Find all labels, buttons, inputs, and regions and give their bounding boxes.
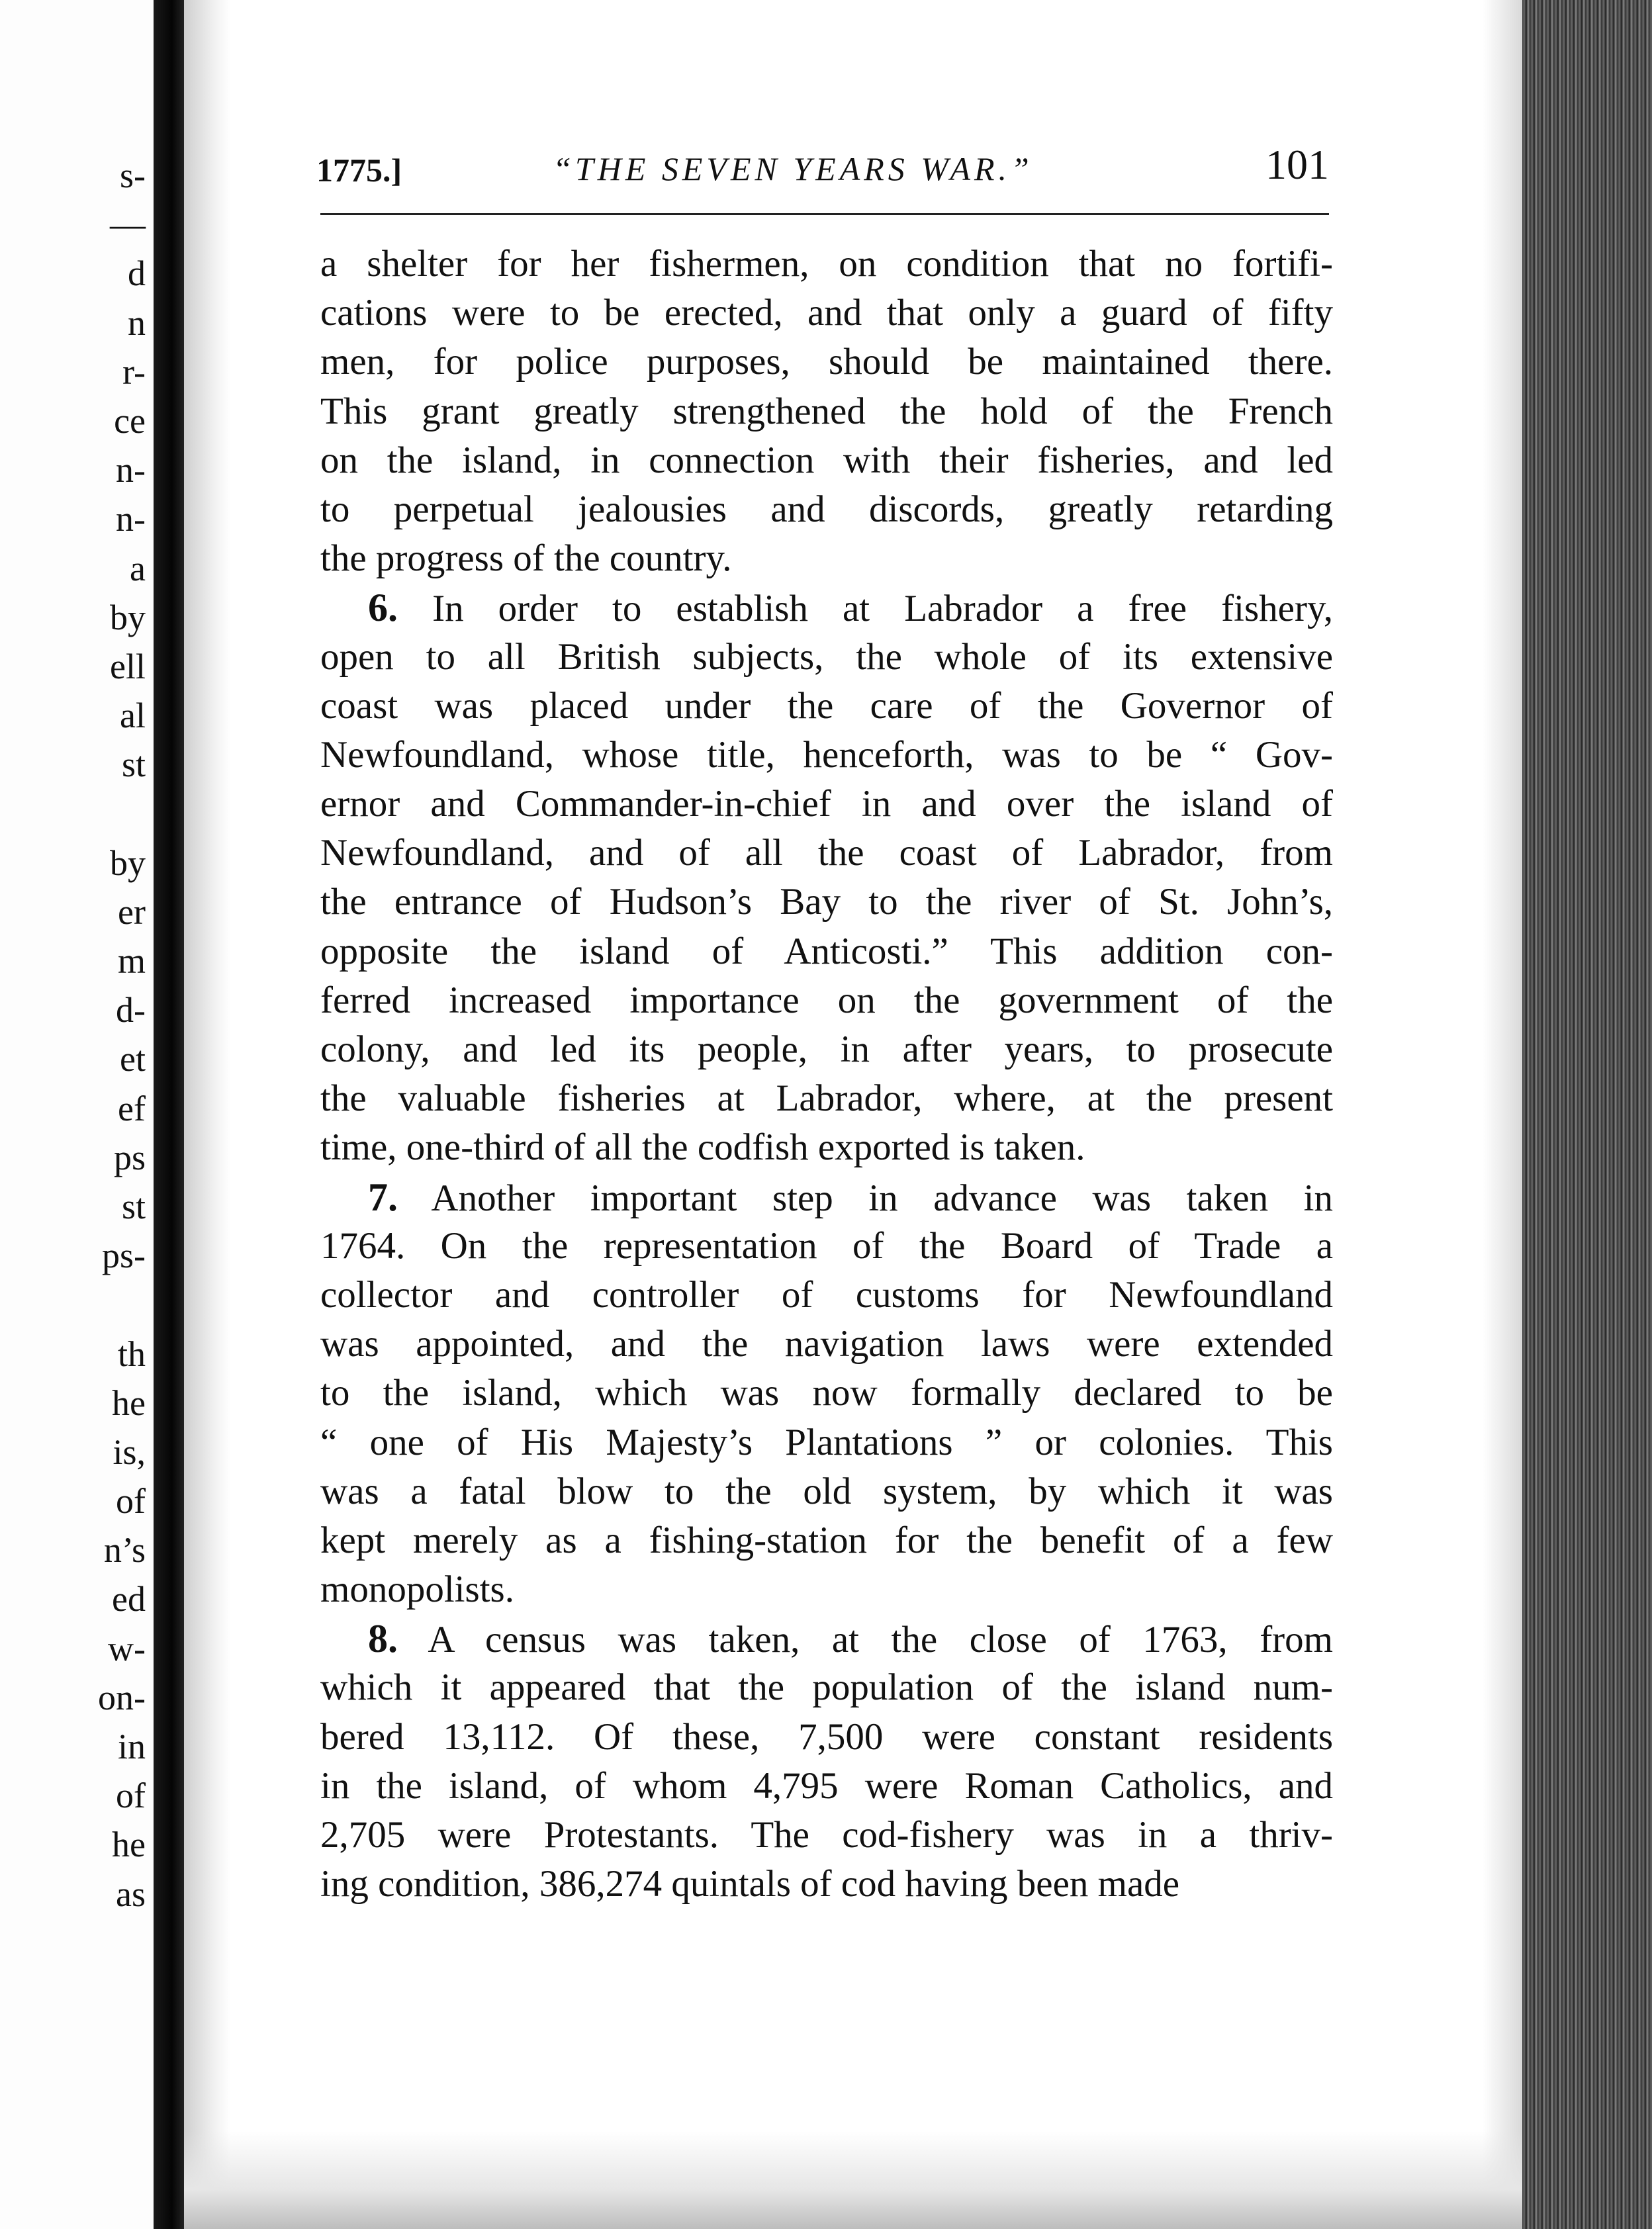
line-text: collector and controller of customs for Newfoundland	[320, 1273, 1333, 1316]
page-edge-shadow	[1483, 0, 1522, 2229]
text-line	[320, 927, 1333, 976]
facing-page-fragment: on-	[98, 1677, 146, 1717]
text-line	[320, 1762, 1333, 1811]
text-line	[320, 1516, 1333, 1565]
text-line	[320, 878, 1333, 927]
facing-page-fragment: he	[112, 1825, 146, 1865]
facing-page-fragment: of	[116, 1481, 146, 1522]
line-text: cations were to be erected, and that only a guard of fifty	[320, 292, 1333, 334]
line-text: colony, and led its people, in after years, to prosecute	[320, 1028, 1333, 1070]
facing-page-fragment: al	[120, 696, 146, 736]
facing-page-fragment: by	[110, 842, 146, 883]
line-text: coast was placed under the care of the Governor of	[320, 684, 1333, 727]
text-line	[320, 387, 1333, 436]
facing-page-fragment: ce	[114, 400, 146, 441]
facing-page-fragment: a	[130, 548, 146, 588]
paragraph-number: 8.	[368, 1617, 398, 1661]
text-line	[320, 240, 1333, 289]
facing-page-fragment: n-	[116, 499, 146, 539]
book-block-edge	[1522, 0, 1652, 2229]
paragraph	[320, 240, 1333, 583]
text-line	[320, 1860, 1333, 1909]
text-line	[320, 583, 1333, 632]
header-rule	[320, 213, 1329, 215]
facing-page-fragment: et	[120, 1039, 146, 1079]
line-text: monopolists.	[320, 1569, 514, 1611]
facing-page-fragment: is,	[113, 1432, 146, 1472]
line-text: 1764. On the representation of the Board of Trade a	[320, 1224, 1333, 1267]
text-line	[320, 976, 1333, 1025]
text-line	[320, 1418, 1333, 1467]
facing-page-fragment: ell	[110, 646, 146, 686]
text-line	[320, 1663, 1333, 1712]
paragraph	[320, 583, 1333, 1172]
line-text: a shelter for her fishermen, on condition that no fortifi-	[320, 243, 1333, 285]
text-line	[320, 731, 1333, 780]
line-text: 2,705 were Protestants. The cod-fishery was in a thriv-	[320, 1814, 1333, 1856]
line-text: opposite the island of Anticosti.” This addition con-	[320, 930, 1333, 972]
facing-page-fragment	[13, 789, 146, 838]
line-text: Newfoundland, and of all the coast of Labrador, from	[320, 832, 1333, 874]
facing-page-fragment: d	[128, 253, 146, 294]
page-number: 101	[1265, 141, 1329, 188]
paragraph-number: 7.	[368, 1175, 398, 1219]
facing-page-fragment: as	[116, 1874, 146, 1914]
facing-page-fragment: n-	[116, 450, 146, 490]
line-text: in the island, of whom 4,795 were Roman Catholics, and	[320, 1764, 1333, 1807]
paragraph	[320, 1614, 1333, 1909]
facing-page-fragment: r-	[122, 351, 146, 392]
text-line	[320, 1565, 1333, 1614]
text-line	[320, 1074, 1333, 1123]
text-line	[320, 1025, 1333, 1074]
text-line	[320, 1173, 1333, 1222]
bottom-page-shadow	[184, 2131, 1522, 2229]
line-text: open to all British subjects, the whole of its extensive	[320, 635, 1333, 678]
line-text: A census was taken, at the close of 1763, from	[428, 1619, 1334, 1661]
facing-page-fragment: of	[116, 1776, 146, 1816]
facing-page-left	[0, 0, 154, 2229]
line-text: “ one of His Majesty’s Plantations ” or colonies. This	[320, 1421, 1333, 1463]
text-line	[320, 682, 1333, 731]
facing-page-fragment: he	[112, 1383, 146, 1423]
line-text: the entrance of Hudson’s Bay to the river of St. John’s,	[320, 881, 1333, 923]
paragraph	[320, 1173, 1333, 1615]
facing-page-fragment: s-	[120, 156, 146, 195]
running-head-title: “THE SEVEN YEARS WAR.”	[553, 150, 1033, 187]
text-line	[320, 1614, 1333, 1663]
text-line	[320, 338, 1333, 387]
facing-page-fragment: st	[121, 1186, 146, 1226]
facing-page-fragment: st	[121, 745, 146, 785]
text-line	[320, 1320, 1333, 1369]
text-line	[320, 485, 1333, 534]
line-text: kept merely as a fishing-station for the benefit of a few	[320, 1519, 1333, 1561]
line-text: was appointed, and the navigation laws were extended	[320, 1323, 1333, 1365]
line-text: time, one-third of all the codfish exported is taken.	[320, 1126, 1085, 1169]
line-text: Newfoundland, whose title, henceforth, was to be “ Gov-	[320, 733, 1333, 776]
facing-page-fragment: ef	[118, 1088, 146, 1128]
running-head-year: 1775.]	[316, 152, 402, 189]
facing-page-fragment	[13, 1280, 146, 1329]
body-text	[320, 240, 1333, 1909]
facing-page-fragment: m	[117, 941, 146, 981]
facing-page-fragment: —	[110, 205, 146, 245]
line-text: the progress of the country.	[320, 537, 732, 580]
text-line	[320, 1811, 1333, 1860]
facing-page-fragment: by	[110, 597, 146, 637]
facing-page-text-fragments	[13, 151, 146, 1919]
text-line	[320, 1467, 1333, 1516]
text-line	[320, 1713, 1333, 1762]
text-line	[320, 633, 1333, 682]
text-line	[320, 534, 1333, 583]
text-line	[320, 1271, 1333, 1320]
facing-page-fragment: ps-	[102, 1236, 146, 1276]
facing-page-fragment: ps	[113, 1137, 146, 1177]
facing-page-fragment: ed	[112, 1579, 146, 1619]
text-line	[320, 1222, 1333, 1271]
line-text: men, for police purposes, should be maintained there.	[320, 341, 1333, 383]
book-gutter	[154, 0, 184, 2229]
line-text: to the island, which was now formally declared to be	[320, 1372, 1333, 1414]
facing-page-fragment: in	[117, 1727, 146, 1766]
facing-page-fragment: n’s	[103, 1530, 146, 1570]
text-line	[320, 436, 1333, 485]
line-text: ing condition, 386,274 quintals of cod having been made	[320, 1863, 1180, 1905]
text-line	[320, 289, 1333, 338]
line-text: bered 13,112. Of these, 7,500 were constant residents	[320, 1715, 1333, 1758]
facing-page-fragment: th	[117, 1334, 146, 1374]
text-line	[320, 780, 1333, 829]
facing-page-fragment: w-	[108, 1628, 146, 1668]
facing-page-fragment: n	[128, 302, 146, 343]
paragraph-number: 6.	[368, 586, 398, 630]
running-head	[316, 140, 1329, 193]
line-text: on the island, in connection with their fisheries, and led	[320, 439, 1333, 481]
facing-page-fragment: er	[118, 891, 146, 932]
line-text: the valuable fisheries at Labrador, where, at the present	[320, 1077, 1333, 1120]
line-text: was a fatal blow to the old system, by which it was	[320, 1470, 1333, 1512]
text-line	[320, 1369, 1333, 1418]
gutter-shadow	[184, 0, 230, 2229]
text-line	[320, 829, 1333, 878]
line-text: ferred increased importance on the government of the	[320, 979, 1333, 1021]
text-line	[320, 1123, 1333, 1172]
line-text: This grant greatly strengthened the hold of the French	[320, 390, 1333, 432]
line-text: to perpetual jealousies and discords, greatly retarding	[320, 488, 1333, 530]
line-text: ernor and Commander-in-chief in and over the island of	[320, 783, 1333, 825]
line-text: which it appeared that the population of the island num-	[320, 1666, 1333, 1709]
line-text: In order to establish at Labrador a free fishery,	[432, 588, 1334, 630]
line-text: Another important step in advance was taken in	[431, 1177, 1333, 1219]
facing-page-fragment: d-	[116, 990, 146, 1030]
